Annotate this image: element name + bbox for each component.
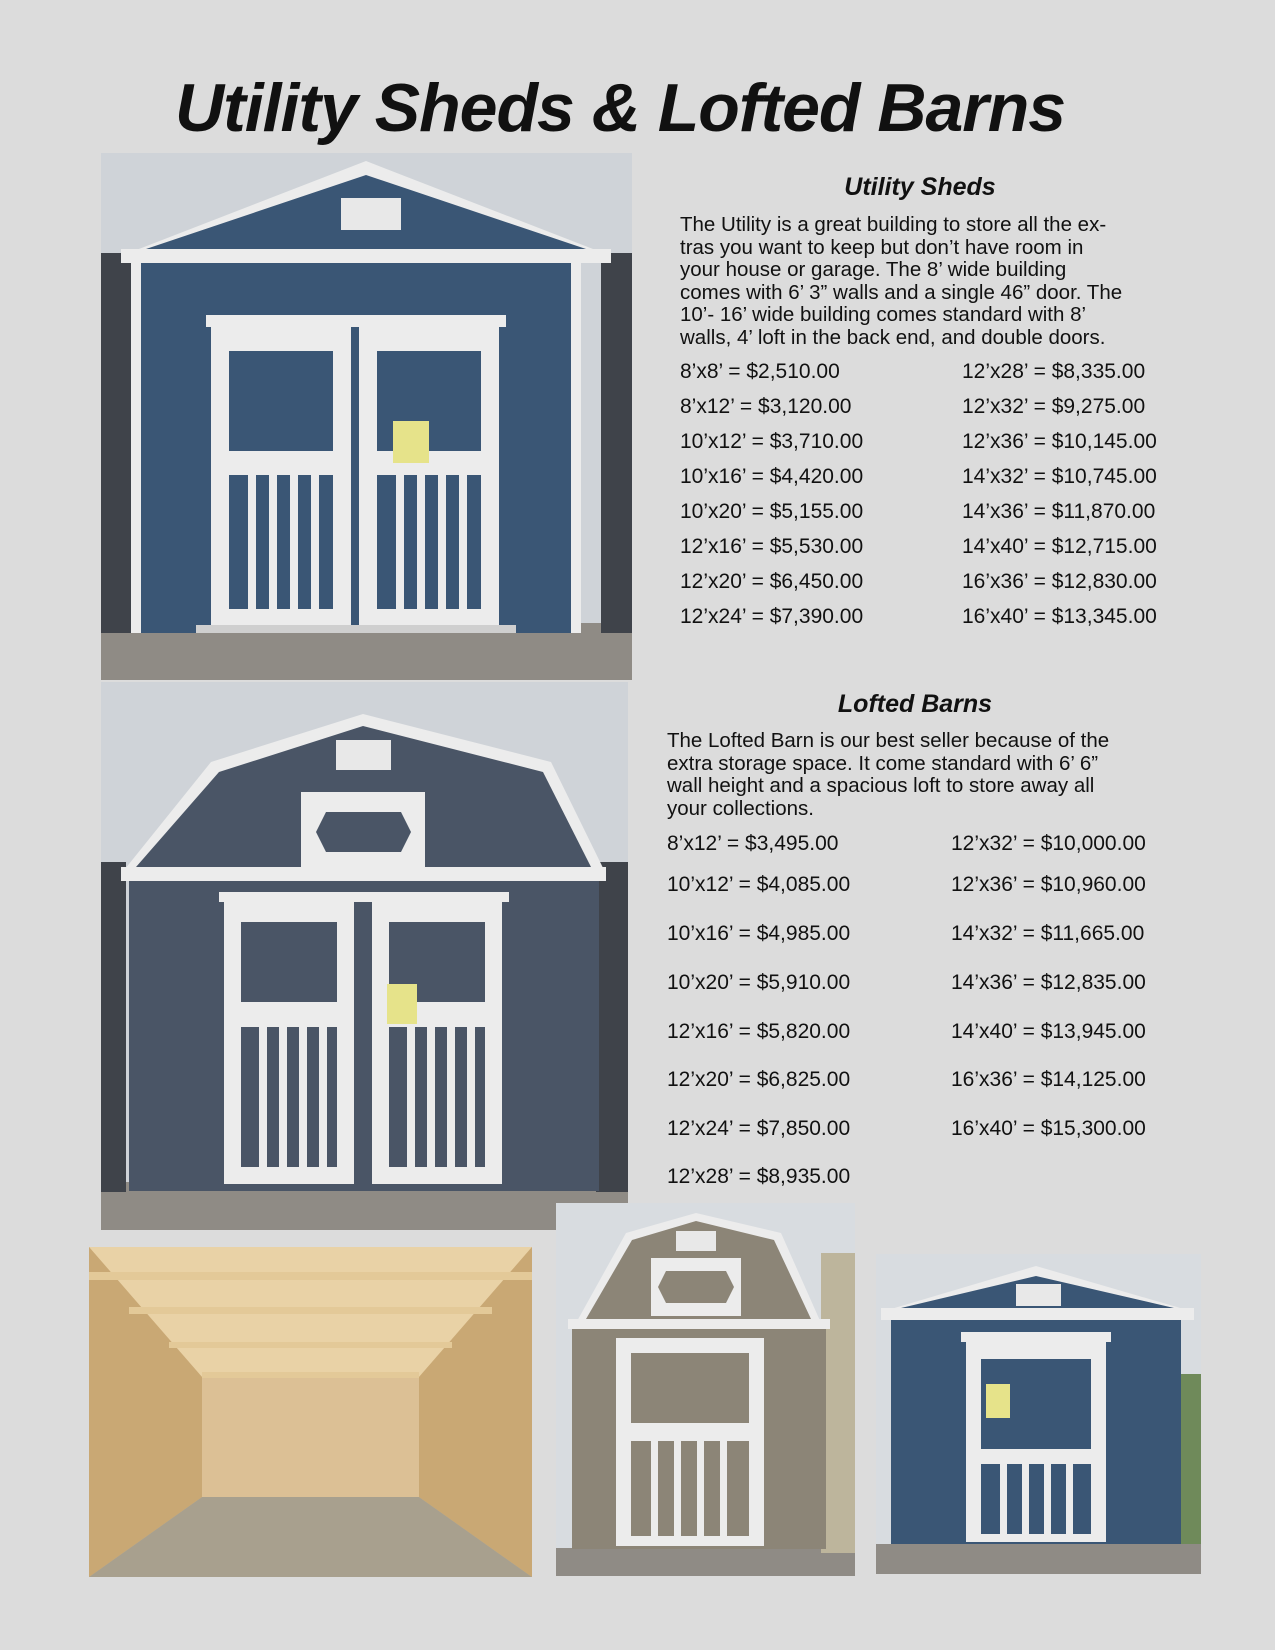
price-item: 12’x32’ = $9,275.00: [962, 395, 1146, 418]
interior-photo: [89, 1247, 532, 1577]
utility-shed-photo: [101, 153, 632, 680]
price-item: 10’x12’ = $3,710.00: [680, 430, 864, 453]
lofted-description: The Lofted Barn is our best seller because of the extra storage space. It come standard with 6’ 6” wall height and a spacious loft to store away all your collections.: [667, 729, 1110, 820]
lofted-barns-heading: Lofted Barns: [837, 690, 993, 718]
price-item: 10’x12’ = $4,085.00: [667, 873, 851, 896]
blue-single-door-photo: [876, 1254, 1201, 1574]
price-item: 12’x36’ = $10,960.00: [951, 873, 1146, 896]
lofted-barn-photo: [101, 682, 628, 1230]
price-item: 16’x40’ = $13,345.00: [962, 605, 1157, 628]
price-item: 12’x20’ = $6,825.00: [667, 1068, 851, 1091]
price-item: 16’x36’ = $14,125.00: [951, 1068, 1146, 1091]
utility-description: The Utility is a great building to store all the ex- tras you want to keep but don’t have room in your house or garage. The 8’ wide building comes with 6’ 3” walls and a single 46” door. The 10’- 16’ wide building comes standard with 8’ walls, 4’ loft in the back end, and double doors.: [680, 213, 1123, 349]
price-item: 14’x36’ = $11,870.00: [962, 500, 1156, 523]
utility-sheds-heading: Utility Sheds: [844, 173, 996, 201]
price-item: 12’x24’ = $7,390.00: [680, 605, 864, 628]
tan-barn-photo: [556, 1203, 855, 1576]
price-item: 10’x20’ = $5,155.00: [680, 500, 864, 523]
price-item: 14’x32’ = $10,745.00: [962, 465, 1157, 488]
price-item: 10’x20’ = $5,910.00: [667, 971, 851, 994]
price-item: 12’x32’ = $10,000.00: [951, 832, 1146, 855]
price-item: 12’x24’ = $7,850.00: [667, 1117, 851, 1140]
price-item: 10’x16’ = $4,985.00: [667, 922, 851, 945]
price-item: 12’x36’ = $10,145.00: [962, 430, 1157, 453]
price-item: 8’x12’ = $3,120.00: [680, 395, 852, 418]
price-item: 12’x20’ = $6,450.00: [680, 570, 864, 593]
price-item: 14’x36’ = $12,835.00: [951, 971, 1146, 994]
price-item: 8’x12’ = $3,495.00: [667, 832, 839, 855]
price-item: 14’x40’ = $12,715.00: [962, 535, 1157, 558]
page-title: Utility Sheds & Lofted Barns: [175, 70, 1066, 146]
price-item: 12’x16’ = $5,530.00: [680, 535, 864, 558]
price-item: 12’x16’ = $5,820.00: [667, 1020, 851, 1043]
price-item: 8’x8’ = $2,510.00: [680, 360, 840, 383]
price-item: 16’x36’ = $12,830.00: [962, 570, 1157, 593]
price-item: 10’x16’ = $4,420.00: [680, 465, 864, 488]
price-item: 14’x32’ = $11,665.00: [951, 922, 1145, 945]
price-item: 12’x28’ = $8,335.00: [962, 360, 1146, 383]
price-item: 14’x40’ = $13,945.00: [951, 1020, 1146, 1043]
price-item: 16’x40’ = $15,300.00: [951, 1117, 1146, 1140]
price-item: 12’x28’ = $8,935.00: [667, 1165, 851, 1188]
